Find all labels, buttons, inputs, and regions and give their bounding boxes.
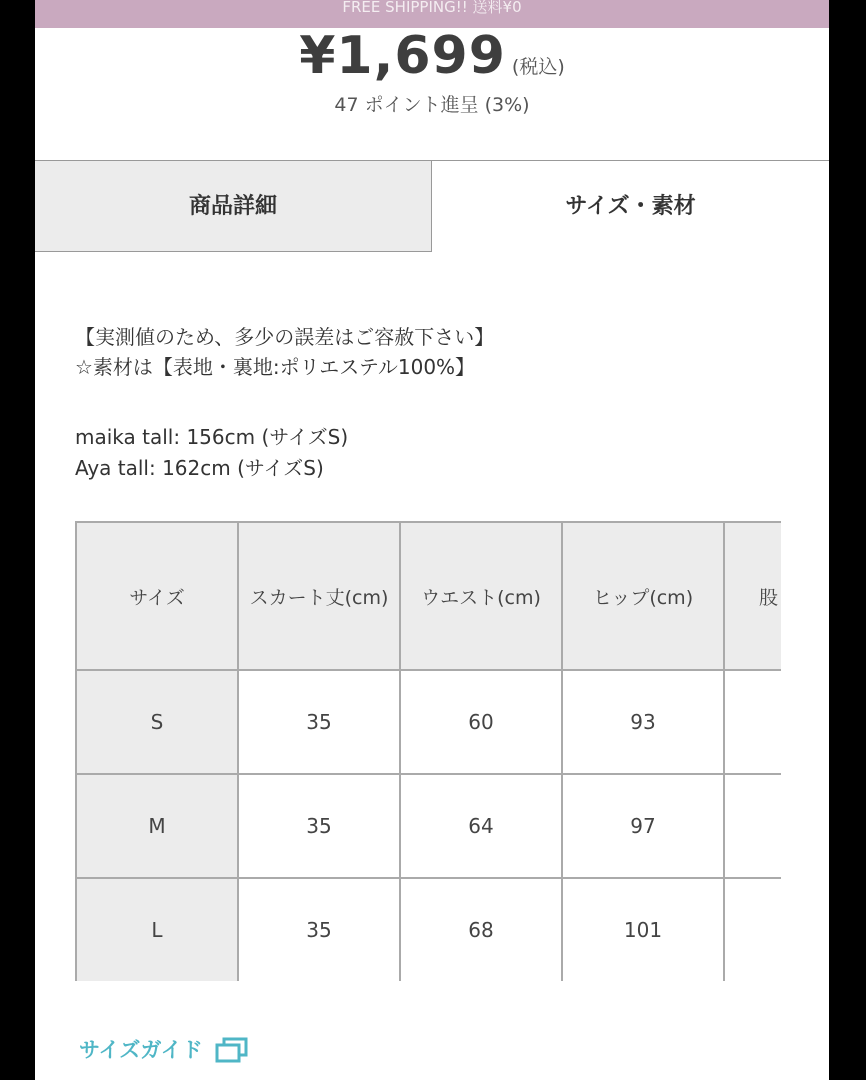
cell-size: M: [76, 774, 238, 878]
cell-skirt-length: 35: [238, 670, 400, 774]
note-measurement-error: 【実測値のため、多少の誤差はご容赦下さい】: [75, 325, 495, 349]
cell-skirt-length: 35: [238, 774, 400, 878]
size-table-header-row: [76, 522, 781, 670]
header-skirt-length: スカート丈(cm): [238, 522, 400, 670]
cell-size: S: [76, 670, 238, 774]
cell-waist: 60: [400, 670, 562, 774]
cell-size: L: [76, 878, 238, 981]
cell-waist: 68: [400, 878, 562, 981]
price-amount: ¥1,699: [299, 26, 506, 86]
size-table-scroll[interactable]: [75, 521, 781, 981]
cell-partial: [724, 670, 781, 774]
cell-skirt-length: 35: [238, 878, 400, 981]
model-maika: maika tall: 156cm (サイズS): [75, 425, 349, 449]
external-window-icon[interactable]: [215, 1037, 249, 1063]
header-waist: ウエスト(cm): [400, 522, 562, 670]
header-size: サイズ: [76, 522, 238, 670]
cell-partial: [724, 878, 781, 981]
header-partial: 股: [724, 522, 781, 670]
size-guide-link[interactable]: サイズガイド: [79, 1038, 203, 1062]
cell-hip: 101: [562, 878, 724, 981]
note-material: ☆素材は【表地・裏地:ポリエステル100%】: [75, 355, 476, 379]
table-row: [76, 878, 781, 981]
table-row: [76, 774, 781, 878]
tax-label: (税込): [511, 56, 565, 78]
product-tabs: [35, 160, 829, 252]
cell-partial: [724, 774, 781, 878]
model-aya: Aya tall: 162cm (サイズS): [75, 456, 324, 480]
price-row: [35, 26, 829, 86]
model-info: [75, 422, 348, 484]
free-shipping-banner: FREE SHIPPING!! 送料¥0: [35, 0, 829, 28]
cell-hip: 97: [562, 774, 724, 878]
size-table: [75, 521, 781, 981]
table-row: [76, 670, 781, 774]
product-page: [35, 0, 829, 1080]
tab-product-details[interactable]: 商品詳細: [35, 160, 432, 252]
measurement-notes: [75, 322, 494, 382]
cell-hip: 93: [562, 670, 724, 774]
tab-size-material[interactable]: サイズ・素材: [432, 160, 829, 252]
header-hip: ヒップ(cm): [562, 522, 724, 670]
points-info: 47 ポイント進呈 (3%): [334, 94, 530, 116]
cell-waist: 64: [400, 774, 562, 878]
